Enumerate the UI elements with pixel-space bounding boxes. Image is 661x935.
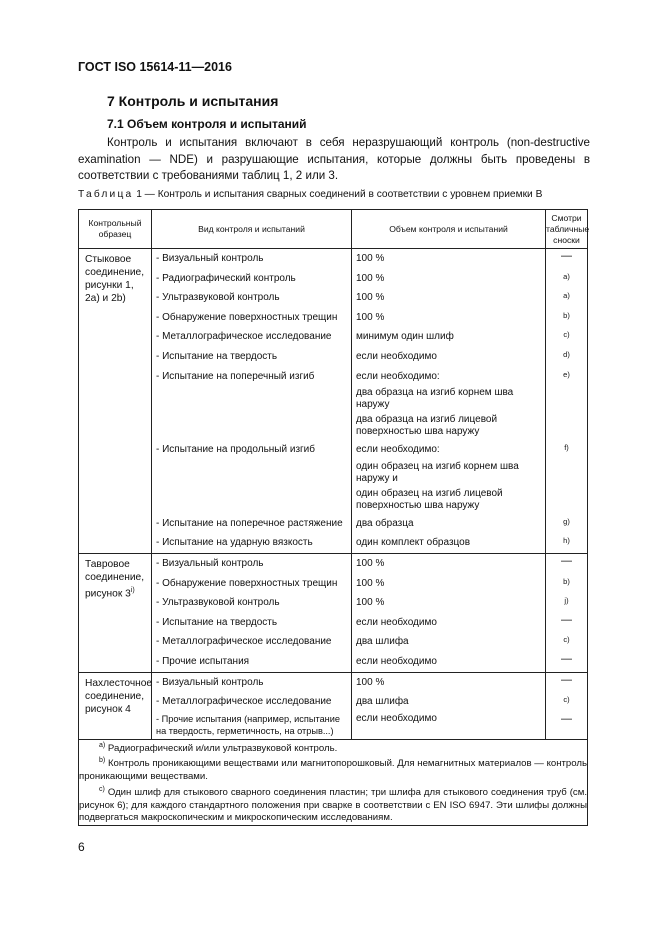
type-line: - Визуальный контроль (156, 557, 264, 569)
type-cell (152, 553, 352, 672)
type-line (152, 386, 351, 413)
scope-cell (352, 249, 546, 554)
header-type: Вид контроля и испытаний (152, 210, 352, 249)
type-line: - Испытание на поперечный изгиб (156, 370, 315, 382)
footnote-ref: c) (563, 330, 570, 340)
footnote-ref: e) (563, 369, 570, 379)
subsection-title: 7.1 Объем контроля и испытаний (107, 117, 307, 131)
footnote-ref: d) (563, 349, 570, 359)
page-number: 6 (78, 840, 85, 854)
table-caption (78, 189, 542, 200)
footnote-ref: h) (563, 536, 570, 546)
footnote-ref (546, 386, 587, 413)
footnote-ref: c) (563, 635, 570, 645)
scope-line: два шлифа (356, 696, 409, 708)
type-line: - Визуальный контроль (156, 676, 264, 688)
scope-line: 100 % (356, 557, 385, 569)
scope-line: один образец на изгиб лицевой поверхностью шва наружу (356, 487, 503, 511)
ref-cell (546, 553, 588, 672)
footnote-c: $^{c)}$ Один шлиф для стыкового сварного соединения пластин; три шлифа для стыкового соединения труб (см. рисунок 6); для каждого стандартного положения при сварке в соответствии с EN ISO 6947. Эти шлифы должны подвергаться макроскопическим и микроскопическим исследованиям. (79, 785, 587, 824)
intro-paragraph (78, 135, 590, 185)
footnote-ref: — (561, 712, 572, 725)
sample-cell: Стыковое соединение, рисунки 1, 2a) и 2b) (79, 249, 152, 554)
table-footnotes (79, 739, 588, 825)
type-line: - Визуальный контроль (156, 253, 264, 264)
type-line: - Металлографическое исследование (156, 636, 332, 648)
scope-line: если необходимо: (356, 370, 440, 382)
type-line: - Радиографический контроль (156, 272, 296, 284)
type-line: - Испытание на твердость (156, 350, 278, 362)
type-line: - Металлографическое исследование (156, 331, 332, 343)
header-notes: Смотри табличные сноски (546, 210, 588, 249)
table-caption-text: 1 — Контроль и испытания сварных соединений в соответствии с уровнем приемки B (136, 189, 543, 200)
table-header-row (79, 210, 588, 249)
footnote-ref: c) (563, 695, 570, 705)
header-scope: Объем контроля и испытаний (352, 210, 546, 249)
scope-line: два шлифа (356, 636, 409, 648)
table-caption-label: Таблица (78, 189, 134, 200)
footnote-ref: a) (563, 271, 570, 281)
type-line: - Прочие испытания (156, 655, 250, 667)
type-line: - Обнаружение поверхностных трещин (156, 311, 338, 323)
header-sample: Контрольный образец (79, 210, 152, 249)
type-line: - Прочие испытания (например, испытание на твердость, герметичность, на отрыв...) (156, 713, 341, 736)
type-line (152, 460, 351, 487)
type-line: - Испытание на продольный изгиб (156, 444, 315, 456)
footnote-b: $^{b)}$ Контроль проникающими веществами или магнитопорошковый. Для немагнитных материалов — контроль проникающими веществами. (79, 757, 587, 783)
table-row (79, 249, 588, 554)
footnote-ref: a) (563, 291, 570, 301)
scope-line: если необходимо: (356, 444, 440, 456)
type-line: - Ультразвуковой контроль (156, 292, 280, 304)
footnote-ref: b) (563, 310, 570, 320)
footnote-ref: — (561, 554, 572, 567)
scope-line: два образца на изгиб корнем шва наружу (356, 387, 514, 411)
type-cell (152, 672, 352, 739)
ref-cell (546, 672, 588, 739)
type-line (152, 487, 351, 514)
footnote-ref (546, 413, 587, 440)
scope-line: 100 % (356, 597, 385, 609)
footnote-ref: — (561, 652, 572, 665)
footnote-ref (546, 460, 587, 487)
type-line: - Испытание на поперечное растяжение (156, 517, 343, 529)
table-row (79, 553, 588, 672)
scope-line: 100 % (356, 272, 385, 284)
footnote-a: $^{a)}$ Радиографический и/или ультразвуковой контроль. (99, 741, 338, 754)
footnote-ref: — (561, 673, 572, 686)
scope-line: 100 % (356, 311, 385, 323)
sample-cell: Тавровое соединение, рисунок 3$^{i)}$ (79, 553, 152, 672)
scope-line: два образца (356, 517, 414, 529)
scope-line: если необходимо (356, 616, 437, 628)
intro-paragraph-text: Контроль и испытания включают в себя неразрушающий контроль (non-destructive examination — NDE) и разрушающие испытания, которые должны быть проведены в соответствии с требованиями таблиц 1, 2 или 3. (78, 136, 590, 182)
type-line (152, 413, 351, 440)
scope-line: если необходимо (356, 712, 437, 724)
scope-line: минимум один шлиф (356, 331, 454, 343)
scope-line: два образца на изгиб лицевой поверхностью шва наружу (356, 414, 498, 438)
footnote-ref: b) (563, 576, 570, 586)
inspection-table (78, 209, 588, 826)
type-line: - Испытание на ударную вязкость (156, 537, 313, 549)
scope-line: 100 % (356, 253, 385, 264)
scope-line: если необходимо (356, 655, 437, 667)
section-title: 7 Контроль и испытания (107, 93, 279, 109)
scope-cell (352, 672, 546, 739)
type-line: - Обнаружение поверхностных трещин (156, 577, 338, 589)
footnote-ref: — (561, 613, 572, 626)
ref-cell (546, 249, 588, 554)
scope-line: 100 % (356, 676, 385, 688)
scope-line: 100 % (356, 292, 385, 304)
footnote-ref: g) (563, 516, 570, 526)
sample-cell: Нахлесточное соединение, рисунок 4 (79, 672, 152, 739)
scope-cell (352, 553, 546, 672)
type-line: - Ультразвуковой контроль (156, 597, 280, 609)
type-line: - Испытание на твердость (156, 616, 278, 628)
table-row (79, 672, 588, 739)
type-cell (152, 249, 352, 554)
scope-line: если необходимо (356, 350, 437, 362)
type-line: - Металлографическое исследование (156, 696, 332, 708)
footnote-ref: f) (564, 443, 569, 453)
footnote-ref: — (561, 250, 572, 262)
scope-line: один образец на изгиб корнем шва наружу и (356, 460, 519, 484)
scope-line: один комплект образцов (356, 537, 471, 549)
standard-code: ГОСТ ISO 15614-11—2016 (78, 60, 232, 74)
footnote-ref (546, 487, 587, 514)
footnote-ref: j) (564, 596, 569, 606)
scope-line: 100 % (356, 577, 385, 589)
